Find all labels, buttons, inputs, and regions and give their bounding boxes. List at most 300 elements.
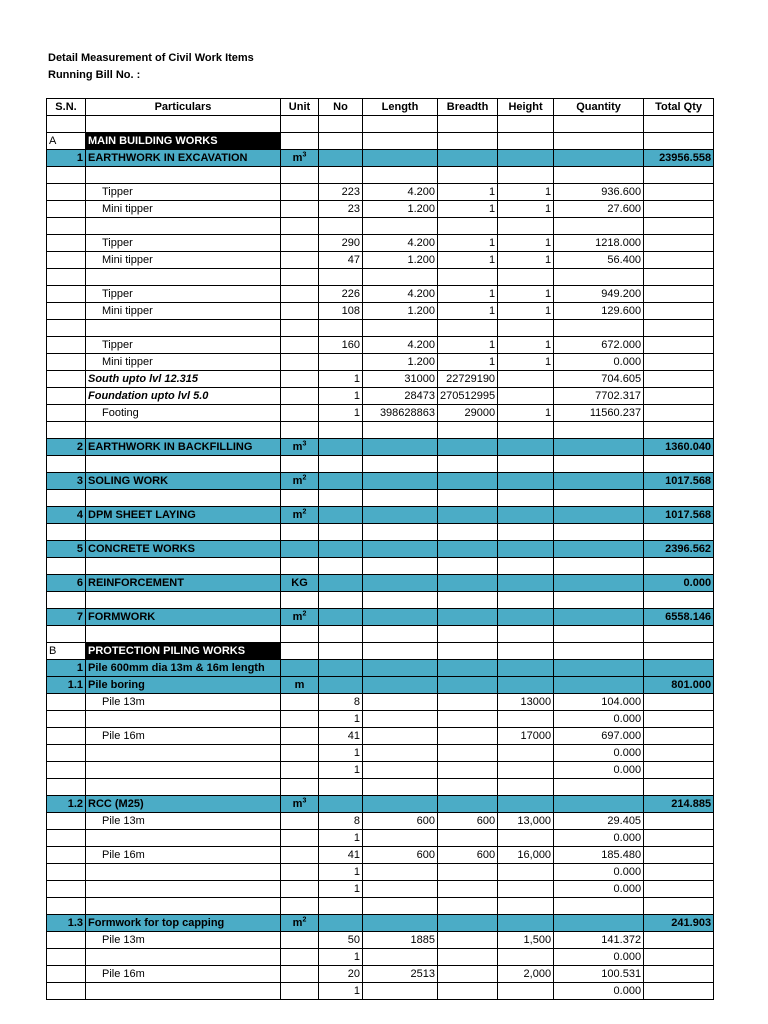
cell-unit (281, 898, 319, 915)
cell-quantity (554, 541, 644, 558)
cell-height (498, 626, 554, 643)
cell-sn (47, 711, 86, 728)
cell-total-qty (644, 371, 714, 388)
cell-quantity: 11560.237 (554, 405, 644, 422)
cell-sn (47, 354, 86, 371)
cell-sn (47, 303, 86, 320)
cell-total-qty (644, 643, 714, 660)
table-row (47, 473, 714, 490)
cell-length (363, 456, 438, 473)
cell-particulars (86, 269, 281, 286)
cell-no (319, 779, 363, 796)
cell-total-qty (644, 201, 714, 218)
cell-breadth (438, 864, 498, 881)
cell-quantity (554, 320, 644, 337)
cell-unit (281, 354, 319, 371)
cell-height (498, 898, 554, 915)
cell-height: 2,000 (498, 966, 554, 983)
cell-particulars: Pile 13m (86, 813, 281, 830)
cell-particulars: Mini tipper (86, 201, 281, 218)
cell-length: 28473 (363, 388, 438, 405)
cell-height (498, 439, 554, 456)
cell-breadth (438, 966, 498, 983)
table-row (47, 184, 714, 201)
cell-total-qty (644, 167, 714, 184)
cell-unit (281, 762, 319, 779)
cell-total-qty: 214.885 (644, 796, 714, 813)
cell-particulars: DPM SHEET LAYING (86, 507, 281, 524)
cell-particulars (86, 881, 281, 898)
cell-breadth (438, 133, 498, 150)
cell-breadth (438, 473, 498, 490)
cell-height (498, 881, 554, 898)
cell-breadth (438, 150, 498, 167)
cell-length: 4.200 (363, 184, 438, 201)
cell-total-qty (644, 626, 714, 643)
cell-sn (47, 626, 86, 643)
cell-breadth (438, 507, 498, 524)
table-row (47, 354, 714, 371)
cell-unit: m (281, 677, 319, 694)
cell-unit (281, 371, 319, 388)
column-header-particulars: Particulars (86, 99, 281, 116)
cell-no (319, 541, 363, 558)
cell-quantity: 185.480 (554, 847, 644, 864)
cell-height: 1 (498, 405, 554, 422)
cell-no (319, 167, 363, 184)
measurement-table (46, 98, 714, 1000)
cell-sn (47, 269, 86, 286)
cell-sn (47, 490, 86, 507)
column-header-quantity: Quantity (554, 99, 644, 116)
cell-height (498, 677, 554, 694)
cell-total-qty (644, 524, 714, 541)
table-row (47, 660, 714, 677)
cell-particulars: REINFORCEMENT (86, 575, 281, 592)
cell-total-qty (644, 269, 714, 286)
cell-total-qty (644, 218, 714, 235)
cell-total-qty (644, 830, 714, 847)
cell-no: 41 (319, 728, 363, 745)
cell-height (498, 320, 554, 337)
cell-length: 1.200 (363, 303, 438, 320)
cell-height (498, 524, 554, 541)
cell-length (363, 660, 438, 677)
cell-breadth: 1 (438, 252, 498, 269)
cell-breadth (438, 932, 498, 949)
cell-no: 160 (319, 337, 363, 354)
column-header-height: Height (498, 99, 554, 116)
cell-no: 1 (319, 745, 363, 762)
cell-length (363, 133, 438, 150)
cell-unit (281, 405, 319, 422)
cell-quantity (554, 575, 644, 592)
cell-unit: $m^2$ (281, 609, 319, 626)
cell-quantity (554, 677, 644, 694)
cell-no (319, 422, 363, 439)
cell-breadth (438, 745, 498, 762)
cell-length (363, 558, 438, 575)
cell-unit (281, 949, 319, 966)
cell-length (363, 864, 438, 881)
cell-total-qty (644, 337, 714, 354)
cell-particulars (86, 983, 281, 1000)
cell-unit (281, 983, 319, 1000)
cell-unit (281, 269, 319, 286)
cell-quantity (554, 269, 644, 286)
cell-sn: 1.1 (47, 677, 86, 694)
cell-height: 17000 (498, 728, 554, 745)
cell-sn: 3 (47, 473, 86, 490)
table-row (47, 830, 714, 847)
table-row (47, 779, 714, 796)
cell-unit (281, 626, 319, 643)
cell-breadth: 1 (438, 201, 498, 218)
table-row (47, 711, 714, 728)
cell-sn (47, 405, 86, 422)
cell-length (363, 898, 438, 915)
cell-height: 1 (498, 354, 554, 371)
cell-sn (47, 524, 86, 541)
cell-length (363, 949, 438, 966)
cell-breadth: 22729190 (438, 371, 498, 388)
cell-total-qty (644, 762, 714, 779)
cell-sn (47, 371, 86, 388)
cell-sn (47, 388, 86, 405)
cell-sn (47, 932, 86, 949)
table-row (47, 490, 714, 507)
cell-total-qty (644, 422, 714, 439)
cell-height (498, 609, 554, 626)
cell-height (498, 711, 554, 728)
cell-length (363, 677, 438, 694)
cell-height (498, 388, 554, 405)
cell-particulars: South upto lvl 12.315 (86, 371, 281, 388)
cell-total-qty (644, 864, 714, 881)
cell-sn: 2 (47, 439, 86, 456)
cell-particulars: MAIN BUILDING WORKS (86, 133, 281, 150)
cell-length: 31000 (363, 371, 438, 388)
cell-no: 226 (319, 286, 363, 303)
cell-length (363, 728, 438, 745)
cell-no (319, 575, 363, 592)
cell-no (319, 507, 363, 524)
cell-sn: 7 (47, 609, 86, 626)
cell-unit (281, 728, 319, 745)
cell-sn: 5 (47, 541, 86, 558)
cell-sn (47, 337, 86, 354)
cell-unit (281, 337, 319, 354)
table-header-row (47, 99, 714, 116)
cell-breadth (438, 490, 498, 507)
cell-total-qty (644, 456, 714, 473)
cell-total-qty (644, 592, 714, 609)
cell-particulars (86, 949, 281, 966)
cell-breadth: 1 (438, 354, 498, 371)
cell-length (363, 422, 438, 439)
cell-unit (281, 830, 319, 847)
cell-total-qty: 1360.040 (644, 439, 714, 456)
cell-no (319, 116, 363, 133)
cell-length (363, 150, 438, 167)
cell-unit (281, 490, 319, 507)
cell-unit: $m^2$ (281, 473, 319, 490)
cell-no: 23 (319, 201, 363, 218)
table-row (47, 796, 714, 813)
cell-sn: 6 (47, 575, 86, 592)
cell-breadth (438, 609, 498, 626)
cell-unit (281, 813, 319, 830)
cell-total-qty (644, 694, 714, 711)
cell-quantity (554, 626, 644, 643)
cell-particulars: Tipper (86, 235, 281, 252)
cell-total-qty (644, 881, 714, 898)
cell-height (498, 422, 554, 439)
cell-quantity (554, 490, 644, 507)
cell-height (498, 575, 554, 592)
cell-no (319, 677, 363, 694)
cell-quantity: 0.000 (554, 711, 644, 728)
cell-breadth: 600 (438, 847, 498, 864)
cell-quantity: 0.000 (554, 830, 644, 847)
cell-length (363, 320, 438, 337)
cell-particulars: Foundation upto lvl 5.0 (86, 388, 281, 405)
cell-no (319, 320, 363, 337)
cell-length: 1.200 (363, 252, 438, 269)
cell-total-qty (644, 184, 714, 201)
cell-no (319, 150, 363, 167)
cell-breadth (438, 167, 498, 184)
cell-length: 398628863 (363, 405, 438, 422)
cell-sn: 1 (47, 150, 86, 167)
table-row (47, 694, 714, 711)
cell-no: 20 (319, 966, 363, 983)
cell-no: 47 (319, 252, 363, 269)
cell-breadth (438, 728, 498, 745)
cell-length (363, 473, 438, 490)
cell-quantity (554, 524, 644, 541)
cell-particulars (86, 320, 281, 337)
cell-no (319, 524, 363, 541)
cell-height: 13,000 (498, 813, 554, 830)
table-row (47, 864, 714, 881)
cell-quantity: 1218.000 (554, 235, 644, 252)
cell-height (498, 507, 554, 524)
cell-length (363, 439, 438, 456)
cell-unit (281, 966, 319, 983)
cell-quantity (554, 558, 644, 575)
cell-no (319, 456, 363, 473)
table-row (47, 575, 714, 592)
table-row (47, 609, 714, 626)
cell-no: 1 (319, 864, 363, 881)
cell-particulars (86, 779, 281, 796)
cell-breadth: 1 (438, 337, 498, 354)
cell-unit: $m^3$ (281, 150, 319, 167)
cell-quantity (554, 507, 644, 524)
column-header-sn: S.N. (47, 99, 86, 116)
cell-sn (47, 983, 86, 1000)
cell-breadth (438, 762, 498, 779)
table-row (47, 456, 714, 473)
cell-breadth (438, 456, 498, 473)
table-row (47, 898, 714, 915)
cell-unit (281, 303, 319, 320)
table-row (47, 983, 714, 1000)
cell-total-qty (644, 286, 714, 303)
table-row (47, 949, 714, 966)
cell-particulars: Tipper (86, 337, 281, 354)
cell-length (363, 116, 438, 133)
cell-breadth (438, 439, 498, 456)
cell-no: 8 (319, 694, 363, 711)
cell-length (363, 694, 438, 711)
cell-breadth: 1 (438, 303, 498, 320)
cell-particulars: CONCRETE WORKS (86, 541, 281, 558)
cell-unit (281, 252, 319, 269)
table-row (47, 966, 714, 983)
cell-length (363, 592, 438, 609)
cell-length (363, 762, 438, 779)
cell-unit (281, 116, 319, 133)
cell-quantity (554, 116, 644, 133)
cell-breadth (438, 116, 498, 133)
cell-sn (47, 184, 86, 201)
cell-height (498, 915, 554, 932)
cell-particulars (86, 898, 281, 915)
cell-no (319, 490, 363, 507)
cell-sn (47, 966, 86, 983)
cell-breadth (438, 422, 498, 439)
cell-particulars (86, 524, 281, 541)
cell-sn (47, 847, 86, 864)
cell-total-qty (644, 660, 714, 677)
cell-breadth: 1 (438, 184, 498, 201)
cell-particulars (86, 558, 281, 575)
table-row (47, 337, 714, 354)
cell-particulars: Pile 16m (86, 966, 281, 983)
cell-breadth (438, 796, 498, 813)
cell-sn (47, 116, 86, 133)
cell-particulars: Footing (86, 405, 281, 422)
table-row (47, 286, 714, 303)
cell-quantity (554, 167, 644, 184)
table-row (47, 167, 714, 184)
cell-sn (47, 218, 86, 235)
cell-length: 600 (363, 847, 438, 864)
cell-total-qty: 801.000 (644, 677, 714, 694)
table-row (47, 728, 714, 745)
table-row (47, 133, 714, 150)
table-row (47, 932, 714, 949)
cell-particulars: Pile 600mm dia 13m & 16m length (86, 660, 281, 677)
cell-breadth (438, 218, 498, 235)
cell-length (363, 575, 438, 592)
cell-unit (281, 660, 319, 677)
cell-unit (281, 422, 319, 439)
cell-sn (47, 235, 86, 252)
cell-quantity (554, 218, 644, 235)
cell-sn (47, 830, 86, 847)
cell-height (498, 167, 554, 184)
cell-length (363, 609, 438, 626)
cell-no: 1 (319, 371, 363, 388)
cell-height: 1 (498, 201, 554, 218)
cell-quantity (554, 660, 644, 677)
cell-height: 1 (498, 252, 554, 269)
cell-breadth (438, 558, 498, 575)
cell-height (498, 150, 554, 167)
cell-particulars (86, 864, 281, 881)
cell-unit (281, 218, 319, 235)
cell-unit (281, 864, 319, 881)
cell-particulars: Pile boring (86, 677, 281, 694)
cell-sn: 4 (47, 507, 86, 524)
cell-height (498, 745, 554, 762)
cell-no: 1 (319, 388, 363, 405)
cell-sn: 1 (47, 660, 86, 677)
cell-height (498, 830, 554, 847)
cell-sn (47, 286, 86, 303)
table-row (47, 507, 714, 524)
cell-length (363, 915, 438, 932)
cell-unit (281, 184, 319, 201)
cell-quantity: 29.405 (554, 813, 644, 830)
cell-unit (281, 932, 319, 949)
table-row (47, 592, 714, 609)
cell-quantity (554, 422, 644, 439)
cell-total-qty (644, 354, 714, 371)
cell-unit (281, 745, 319, 762)
cell-sn (47, 592, 86, 609)
cell-total-qty (644, 490, 714, 507)
table-row (47, 915, 714, 932)
column-header-length: Length (363, 99, 438, 116)
cell-quantity (554, 796, 644, 813)
cell-height (498, 133, 554, 150)
cell-total-qty (644, 779, 714, 796)
cell-quantity (554, 150, 644, 167)
cell-no: 1 (319, 983, 363, 1000)
cell-no (319, 660, 363, 677)
cell-length: 4.200 (363, 337, 438, 354)
cell-breadth (438, 983, 498, 1000)
cell-height: 1 (498, 184, 554, 201)
cell-height: 1,500 (498, 932, 554, 949)
cell-quantity: 7702.317 (554, 388, 644, 405)
cell-no: 8 (319, 813, 363, 830)
cell-length (363, 643, 438, 660)
cell-no (319, 473, 363, 490)
cell-no (319, 915, 363, 932)
cell-no (319, 626, 363, 643)
cell-particulars (86, 626, 281, 643)
cell-no: 1 (319, 830, 363, 847)
cell-total-qty (644, 949, 714, 966)
cell-total-qty (644, 745, 714, 762)
cell-no (319, 643, 363, 660)
cell-unit (281, 592, 319, 609)
cell-total-qty: 241.903 (644, 915, 714, 932)
table-row (47, 677, 714, 694)
cell-length (363, 507, 438, 524)
cell-particulars: Mini tipper (86, 303, 281, 320)
cell-breadth: 270512995 (438, 388, 498, 405)
cell-total-qty (644, 405, 714, 422)
cell-no (319, 354, 363, 371)
cell-length (363, 167, 438, 184)
cell-total-qty: 2396.562 (644, 541, 714, 558)
